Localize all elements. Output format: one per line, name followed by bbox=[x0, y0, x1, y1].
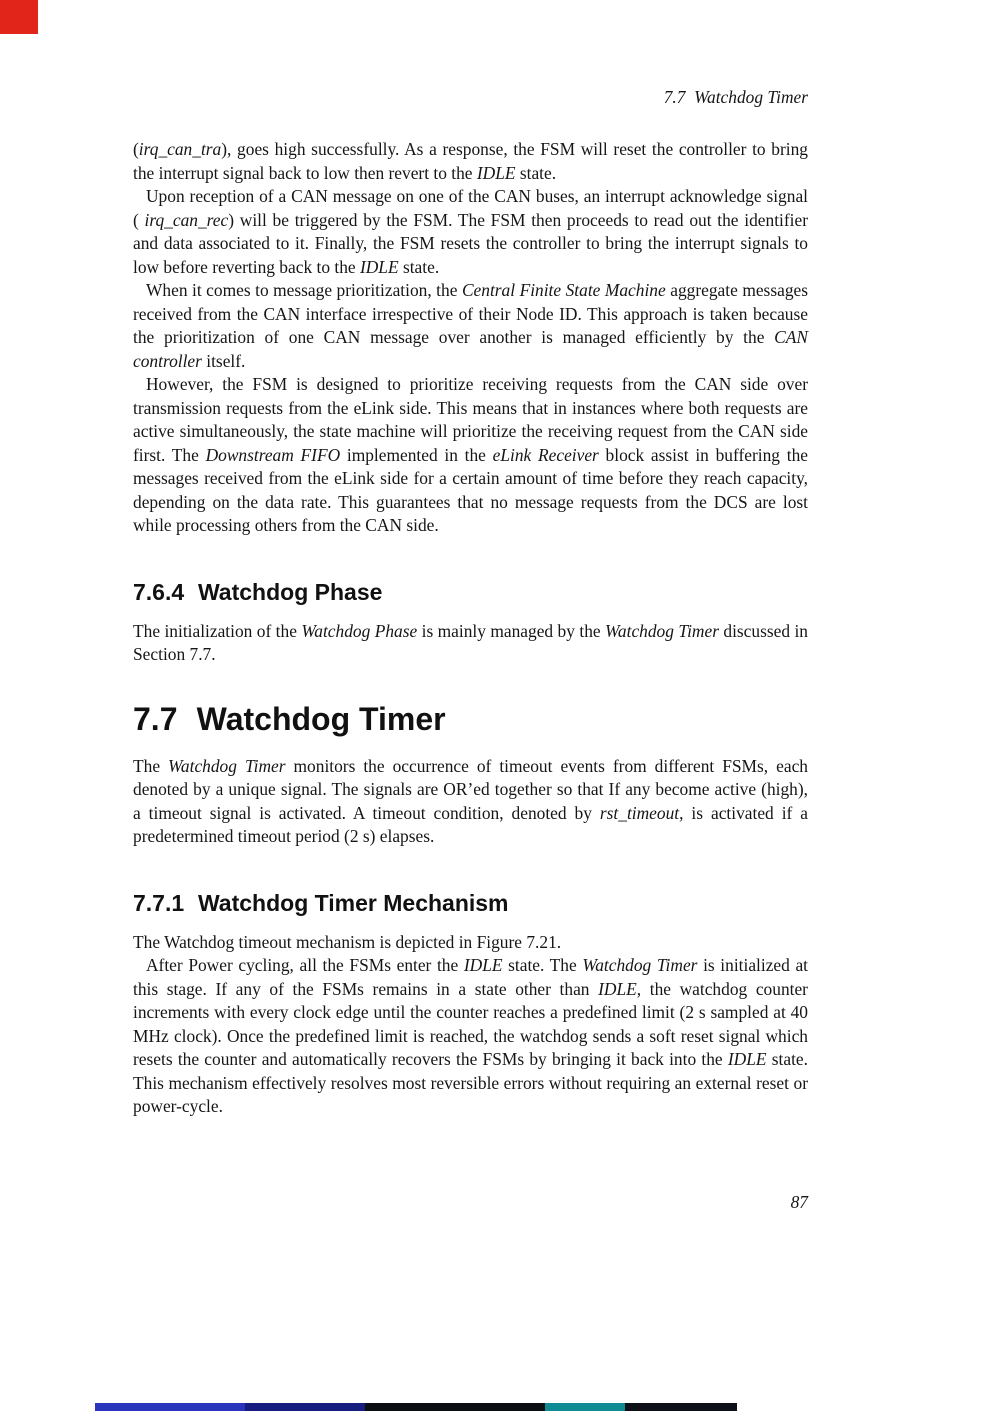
italic-run: IDLE bbox=[476, 162, 516, 183]
paragraph bbox=[133, 279, 808, 373]
italic-run: Watchdog Timer bbox=[168, 755, 286, 776]
italic-run: Downstream FIFO bbox=[205, 444, 341, 465]
text-run: When it comes to message prioritization, the bbox=[146, 280, 462, 300]
text-run: itself. bbox=[201, 350, 246, 371]
italic-run: irq_can_rec bbox=[144, 209, 229, 230]
paragraph bbox=[133, 954, 808, 1119]
italic-run: Central Finite State Machine bbox=[461, 280, 666, 300]
text-run: is mainly managed by the bbox=[417, 620, 606, 641]
paragraph bbox=[133, 373, 808, 538]
heading-number: 7.7.1 bbox=[133, 889, 185, 916]
italic-run: IDLE bbox=[727, 1049, 767, 1069]
italic-run: Watchdog Phase bbox=[301, 620, 418, 641]
italic-run: IDLE bbox=[463, 955, 503, 975]
artifact-segment bbox=[365, 1403, 545, 1411]
heading-title: Watchdog Timer bbox=[196, 700, 446, 737]
text-run: ( bbox=[133, 139, 139, 159]
text-run: , is activated if a predetermined timeout period (2 s) elapses. bbox=[133, 802, 808, 846]
artifact-segment bbox=[545, 1403, 625, 1411]
text-run: However, the FSM is designed to prioritize receiving requests from the CAN side over transmission requests from the eLink side. This means that in instances where both requests are active simultaneously, the state machine will prioritize the receiving request from the CAN side first. The bbox=[133, 374, 808, 465]
running-header: 7.7 Watchdog Timer bbox=[663, 87, 808, 107]
text-run: , the watchdog counter increments with every clock edge until the counter reaches a predefined limit (2 s sampled at 40 MHz clock). Once the predefined limit is reached, the watchdog sends a soft reset signal which resets the counter and automatically recovers the FSMs by bringing it back into the bbox=[133, 978, 808, 1069]
italic-run: CAN controller bbox=[133, 327, 808, 371]
page-body bbox=[133, 138, 808, 1119]
scan-artifact-corner-mark bbox=[0, 0, 38, 34]
heading-title: Watchdog Phase bbox=[197, 578, 383, 605]
italic-run: eLink Receiver bbox=[492, 444, 599, 465]
paragraph bbox=[133, 138, 808, 185]
text-run: implemented in the bbox=[340, 444, 493, 465]
italic-run: rst_timeout bbox=[599, 802, 680, 823]
text-run: discussed in Section 7.7. bbox=[133, 620, 808, 664]
text-run: state. This mechanism effectively resolves most reversible errors without requiring an external reset or power-cycle. bbox=[133, 1049, 808, 1116]
text-run: ), goes high successfully. As a response, the FSM will reset the controller to bring the interrupt signal back to low then revert to the bbox=[133, 139, 808, 183]
section-heading-7-6-4 bbox=[133, 577, 808, 607]
italic-run: irq_can_tra bbox=[138, 139, 222, 159]
section-heading-7-7 bbox=[133, 699, 808, 739]
italic-run: IDLE bbox=[359, 256, 399, 277]
text-run: The bbox=[133, 755, 169, 776]
italic-run: Watchdog Timer bbox=[605, 620, 719, 641]
text-run: The initialization of the bbox=[133, 620, 302, 641]
section-heading-7-7-1 bbox=[133, 888, 808, 918]
paragraph bbox=[133, 755, 808, 849]
paragraph bbox=[133, 931, 808, 955]
text-run: state. bbox=[398, 256, 440, 277]
text-run: state. bbox=[515, 162, 557, 183]
artifact-segment bbox=[245, 1403, 365, 1411]
text-run: Upon reception of a CAN message on one of the CAN buses, an interrupt acknowledge signal ( bbox=[133, 186, 808, 230]
paragraph bbox=[133, 620, 808, 667]
text-run: The Watchdog timeout mechanism is depicted in Figure 7.21. bbox=[133, 931, 562, 952]
artifact-segment bbox=[625, 1403, 737, 1411]
text-run: state. The bbox=[502, 955, 583, 975]
heading-number: 7.6.4 bbox=[133, 578, 185, 605]
artifact-segment bbox=[95, 1403, 245, 1411]
scan-artifact-bottom-strip bbox=[95, 1403, 737, 1411]
text-run: block assist in buffering the messages received from the eLink side for a certain amount of time before they reach capacity, depending on the data rate. This guarantees that no message requests from the DCS are lost while processing others from the CAN side. bbox=[133, 444, 808, 535]
heading-number: 7.7 bbox=[133, 700, 178, 737]
text-run: ) will be triggered by the FSM. The FSM then proceeds to read out the identifier and data associated to it. Finally, the FSM resets the controller to bring the interrupt signals to low before reverting back to the bbox=[133, 209, 808, 277]
text-run: aggregate messages received from the CAN interface irrespective of their Node ID. This approach is taken because the prioritization of one CAN message over another is managed efficiently by the bbox=[133, 280, 808, 347]
italic-run: Watchdog Timer bbox=[582, 955, 698, 975]
text-run: is initialized at this stage. If any of the FSMs remains in a state other than bbox=[133, 955, 809, 999]
italic-run: IDLE bbox=[598, 978, 637, 999]
heading-title: Watchdog Timer Mechanism bbox=[197, 889, 509, 916]
paragraph bbox=[133, 185, 808, 279]
text-run: After Power cycling, all the FSMs enter the bbox=[146, 955, 464, 975]
page-number: 87 bbox=[790, 1192, 808, 1212]
text-run: monitors the occurrence of timeout events from different FSMs, each denoted by a unique signal. The signals are OR’ed together so that If any become active (high), a timeout signal is activated. A timeout condition, denoted by bbox=[133, 755, 808, 823]
